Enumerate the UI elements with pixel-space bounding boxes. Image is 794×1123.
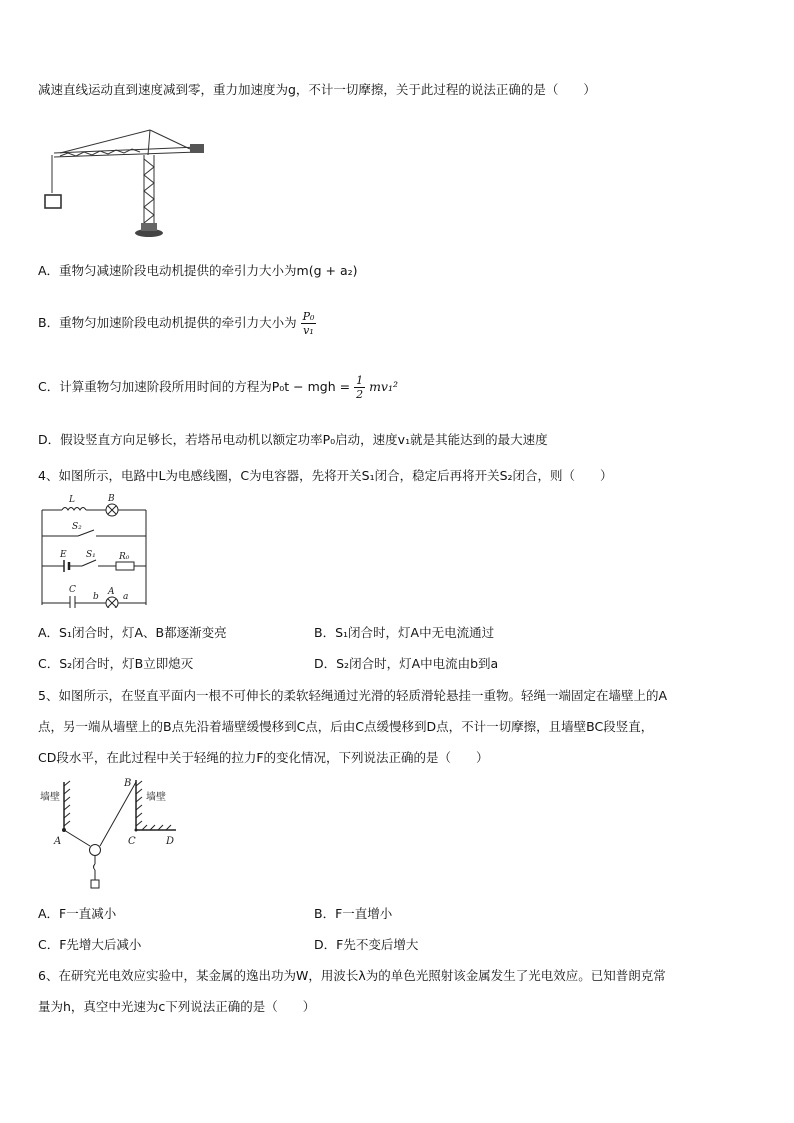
q4-option-d: D．S₂闭合时，灯A中电流由b到a [314, 656, 499, 671]
circuit-diagram [38, 490, 150, 608]
fraction-denominator: 2 [356, 388, 364, 401]
q6-stem-line2: 量为h，真空中光速为c下列说法正确的是（ ） [38, 999, 316, 1014]
q3-option-a: A．重物匀减速阶段电动机提供的牵引力大小为m(g + a₂) [38, 263, 358, 278]
pulley-wall-diagram [38, 776, 188, 894]
fraction-denominator: v₁ [303, 324, 314, 337]
wall-label-right-text: 墙壁 [146, 792, 166, 803]
q3-option-b-fraction [301, 310, 317, 337]
point-label-d: D [166, 836, 175, 847]
q5-stem-line2: 点，另一端从墙壁上的B点先沿着墙壁缓慢移到C点，后由C点缓慢移到D点，不计一切摩擦，且墙壁BC段竖直， [38, 719, 654, 734]
point-label-c: C [128, 836, 136, 847]
q4-option-b: B．S₁闭合时，灯A中无电流通过 [314, 625, 495, 640]
wall-label-right [146, 790, 166, 803]
q5-option-a: A．F一直减小 [38, 906, 117, 921]
tower-crane-figure [40, 125, 210, 240]
circuit-label-a-node: a [123, 592, 129, 602]
circuit-label-s1: S₁ [86, 550, 96, 560]
circuit-label-a-lamp: A [108, 587, 115, 597]
circuit-label-b: B [108, 494, 115, 504]
q6-stem-line1: 6、在研究光电效应实验中，某金属的逸出功为W，用波长λ为的单色光照射该金属发生了光电效应。已知普朗克常 [38, 968, 666, 983]
q5-option-b: B．F一直增小 [314, 906, 393, 921]
q4-option-c: C．S₂闭合时，灯B立即熄灭 [38, 656, 194, 671]
circuit-label-e: E [60, 550, 67, 560]
q3-option-c-text: C．计算重物匀加速阶段所用时间的方程为P₀t − mgh = [38, 379, 351, 394]
circuit-label-l: L [69, 495, 75, 505]
q3-option-c-fraction [354, 374, 365, 401]
point-label-a: A [54, 836, 62, 847]
q5-option-d: D．F先不变后增大 [314, 937, 419, 952]
q3-option-b [38, 310, 316, 337]
q5-stem-line3: CD段水平，在此过程中关于轻绳的拉力F的变化情况，下列说法正确的是（ ） [38, 750, 489, 765]
q3-stem-tail: 减速直线运动直到速度减到零，重力加速度为g，不计一切摩擦，关于此过程的说法正确的是（ ） [38, 82, 596, 97]
q4-option-a: A．S₁闭合时，灯A、B都逐渐变亮 [38, 625, 227, 640]
point-label-b: B [124, 778, 132, 789]
circuit-label-b-node: b [93, 592, 99, 602]
circuit-label-c: C [69, 585, 76, 595]
circuit-label-r0: R₀ [119, 552, 130, 562]
q3-option-d: D．假设竖直方向足够长，若塔吊电动机以额定功率P₀启动，速度v₁就是其能达到的最大速度 [38, 432, 548, 447]
q4-stem: 4、如图所示，电路中L为电感线圈，C为电容器，先将开关S₁闭合，稳定后再将开关S₂闭合，则（ ） [38, 468, 613, 483]
q5-stem-line1: 5、如图所示，在竖直平面内一根不可伸长的柔软轻绳通过光滑的轻质滑轮悬挂一重物。轻绳一端固定在墙壁上的A [38, 688, 668, 703]
q3-option-c-tail: mv₁² [369, 379, 398, 394]
fraction-numerator: 1 [356, 374, 364, 387]
wall-label-left-text: 墙壁 [40, 792, 60, 803]
wall-label-left [40, 790, 60, 803]
q3-option-c [38, 374, 398, 401]
q5-option-c: C．F先增大后减小 [38, 937, 142, 952]
circuit-label-s2: S₂ [72, 522, 82, 532]
fraction-numerator: P₀ [302, 310, 315, 323]
q3-option-b-text: B．重物匀加速阶段电动机提供的牵引力大小为 [38, 315, 297, 330]
